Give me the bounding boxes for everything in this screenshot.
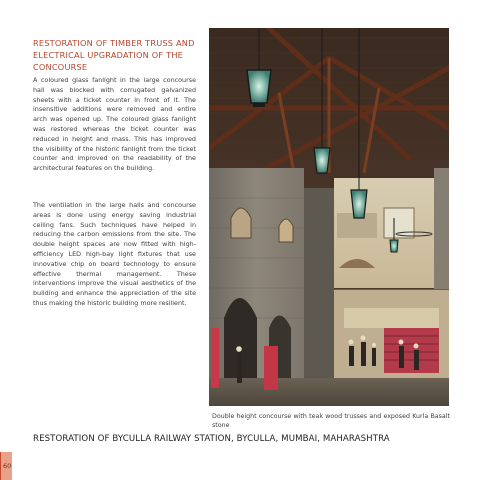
photo-caption: Double height concourse with teak wood trusses and exposed Kurla Basalt stone bbox=[212, 413, 450, 430]
project-title: RESTORATION OF BYCULLA RAILWAY STATION, BYCULLA, MUMBAI, MAHARASHTRA bbox=[33, 434, 390, 444]
section-heading: RESTORATION OF TIMBER TRUSS AND ELECTRICAL UPGRADATION OF THE CONCOURSE bbox=[33, 38, 195, 72]
concourse-photo bbox=[209, 28, 449, 406]
page-number: 60 bbox=[3, 462, 12, 470]
body-paragraph-1: A coloured glass fanlight in the large concourse hall was blocked with corrugated galvanized sheets with a ticket counter in front of it. The insensitive additions were removed and entire arch was opened up. The coloured glass fanlight was restored whereas the ticket counter was reduced in height and mass. This has improved the visibility of the historic fanlight from the ticket counter and improved on the readability of the architectural features on the building. bbox=[33, 76, 196, 173]
page-edge-line bbox=[0, 452, 1, 480]
body-paragraph-2: The ventilation in the large halls and concourse areas is done using energy saving industrial ceiling fans. Such techniques have helped in reducing the carbon emissions from the site. The double height spaces are now fitted with high-efficiency LED high-bay light fixtures that use innovative chip on board technology to ensure effective thermal management. These interventions improve the visual aesthetics of the building and enhance the appreciation of the site thus making the historic building more resilient. bbox=[33, 201, 196, 307]
